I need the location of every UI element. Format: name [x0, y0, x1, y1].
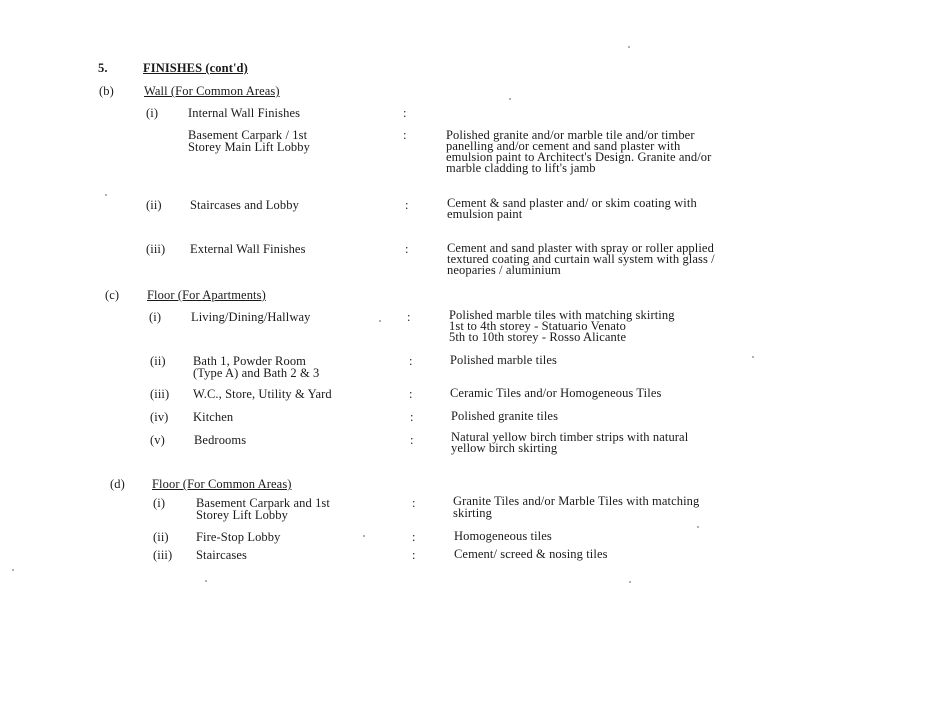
item-label-line2-lift-lobby: Storey Main Lift Lobby — [188, 140, 310, 154]
description-line: emulsion paint — [447, 207, 523, 221]
item-number: (i) — [149, 310, 162, 324]
item-label-staircases: Staircases — [196, 548, 247, 562]
description-line: emulsion paint to Architect's Design. Granite and/or — [446, 150, 712, 164]
description-line: Ceramic Tiles and/or Homogeneous Tiles — [450, 386, 662, 400]
item-label-external-wall: External Wall Finishes — [190, 242, 306, 256]
item-label-line1-bath: Bath 1, Powder Room — [193, 354, 307, 368]
colon: : — [409, 387, 413, 401]
item-label-staircases-lobby: Staircases and Lobby — [190, 198, 299, 212]
description-line: Polished granite and/or marble tile and/or timber — [446, 128, 695, 142]
item-number: (ii) — [153, 530, 169, 544]
item-number: (iii) — [153, 548, 173, 562]
colon: : — [409, 354, 413, 368]
description-line: textured coating and curtain wall system with glass / — [447, 252, 715, 266]
colon: : — [407, 310, 411, 324]
subsection-title-floor-common: Floor (For Common Areas) — [152, 477, 292, 491]
item-label-fire-stop: Fire-Stop Lobby — [196, 530, 281, 544]
item-number: (ii) — [146, 198, 162, 212]
section-title: FINISHES (cont'd) — [143, 61, 248, 75]
description-line: neoparies / aluminium — [447, 263, 561, 277]
description-line: Cement & sand plaster and/ or skim coating with — [447, 196, 697, 210]
subsection-title-floor-apartments: Floor (For Apartments) — [147, 288, 266, 302]
item-number: (iii) — [146, 242, 166, 256]
scan-speck — [105, 194, 107, 196]
colon: : — [412, 496, 416, 510]
item-label-line1-basement-lobby: Basement Carpark and 1st — [196, 496, 330, 510]
item-label-line2-bath: (Type A) and Bath 2 & 3 — [193, 366, 320, 380]
scan-speck — [379, 320, 381, 322]
scan-speck — [628, 46, 630, 48]
description-line: 1st to 4th storey - Statuario Venato — [449, 319, 626, 333]
description-line: Polished granite tiles — [451, 409, 559, 423]
description-line: marble cladding to lift's jamb — [446, 161, 596, 175]
item-label-bedrooms: Bedrooms — [194, 433, 247, 447]
colon: : — [403, 106, 407, 120]
section-number: 5. — [98, 61, 108, 75]
description-line: 5th to 10th storey - Rosso Alicante — [449, 330, 627, 344]
description-line: Homogeneous tiles — [454, 529, 552, 543]
description-line: Cement and sand plaster with spray or roller applied — [447, 241, 714, 255]
colon: : — [412, 530, 416, 544]
scan-speck — [363, 535, 365, 537]
item-number: (i) — [153, 496, 166, 510]
colon: : — [405, 242, 409, 256]
item-label-line1-lift-lobby: Basement Carpark / 1st — [188, 128, 308, 142]
subsection-label-floor-common: (d) — [110, 477, 125, 491]
description-line: panelling and/or cement and sand plaster with — [446, 139, 681, 153]
item-label-kitchen: Kitchen — [193, 410, 234, 424]
scan-speck — [205, 580, 207, 582]
item-number: (ii) — [150, 354, 166, 368]
description-line: Polished marble tiles — [450, 353, 557, 367]
scan-speck — [509, 98, 511, 100]
colon: : — [410, 410, 414, 424]
scan-speck — [752, 356, 754, 358]
description-line: Natural yellow birch timber strips with natural — [451, 430, 689, 444]
item-number: (iii) — [150, 387, 170, 401]
colon: : — [410, 433, 414, 447]
scan-speck — [629, 581, 631, 583]
description-line: Granite Tiles and/or Marble Tiles with matching — [453, 494, 700, 508]
item-label-line2-basement-lobby: Storey Lift Lobby — [196, 508, 288, 522]
item-label-living-dining: Living/Dining/Hallway — [191, 310, 311, 324]
item-number: (iv) — [150, 410, 169, 424]
colon: : — [412, 548, 416, 562]
subsection-label-floor-apartments: (c) — [105, 288, 120, 302]
description-line: yellow birch skirting — [451, 441, 558, 455]
item-number: (v) — [150, 433, 165, 447]
scan-speck — [697, 526, 699, 528]
description-line: Cement/ screed & nosing tiles — [454, 547, 608, 561]
scan-speck — [12, 569, 14, 571]
colon: : — [405, 198, 409, 212]
description-line: skirting — [453, 506, 492, 520]
item-label-internal-wall: Internal Wall Finishes — [188, 106, 301, 120]
description-line: Polished marble tiles with matching skirting — [449, 308, 675, 322]
item-number: (i) — [146, 106, 159, 120]
subsection-label-wall-common: (b) — [99, 84, 114, 98]
subsection-title-wall-common: Wall (For Common Areas) — [144, 84, 280, 98]
item-label-wc-store: W.C., Store, Utility & Yard — [193, 387, 332, 401]
colon: : — [403, 128, 407, 142]
